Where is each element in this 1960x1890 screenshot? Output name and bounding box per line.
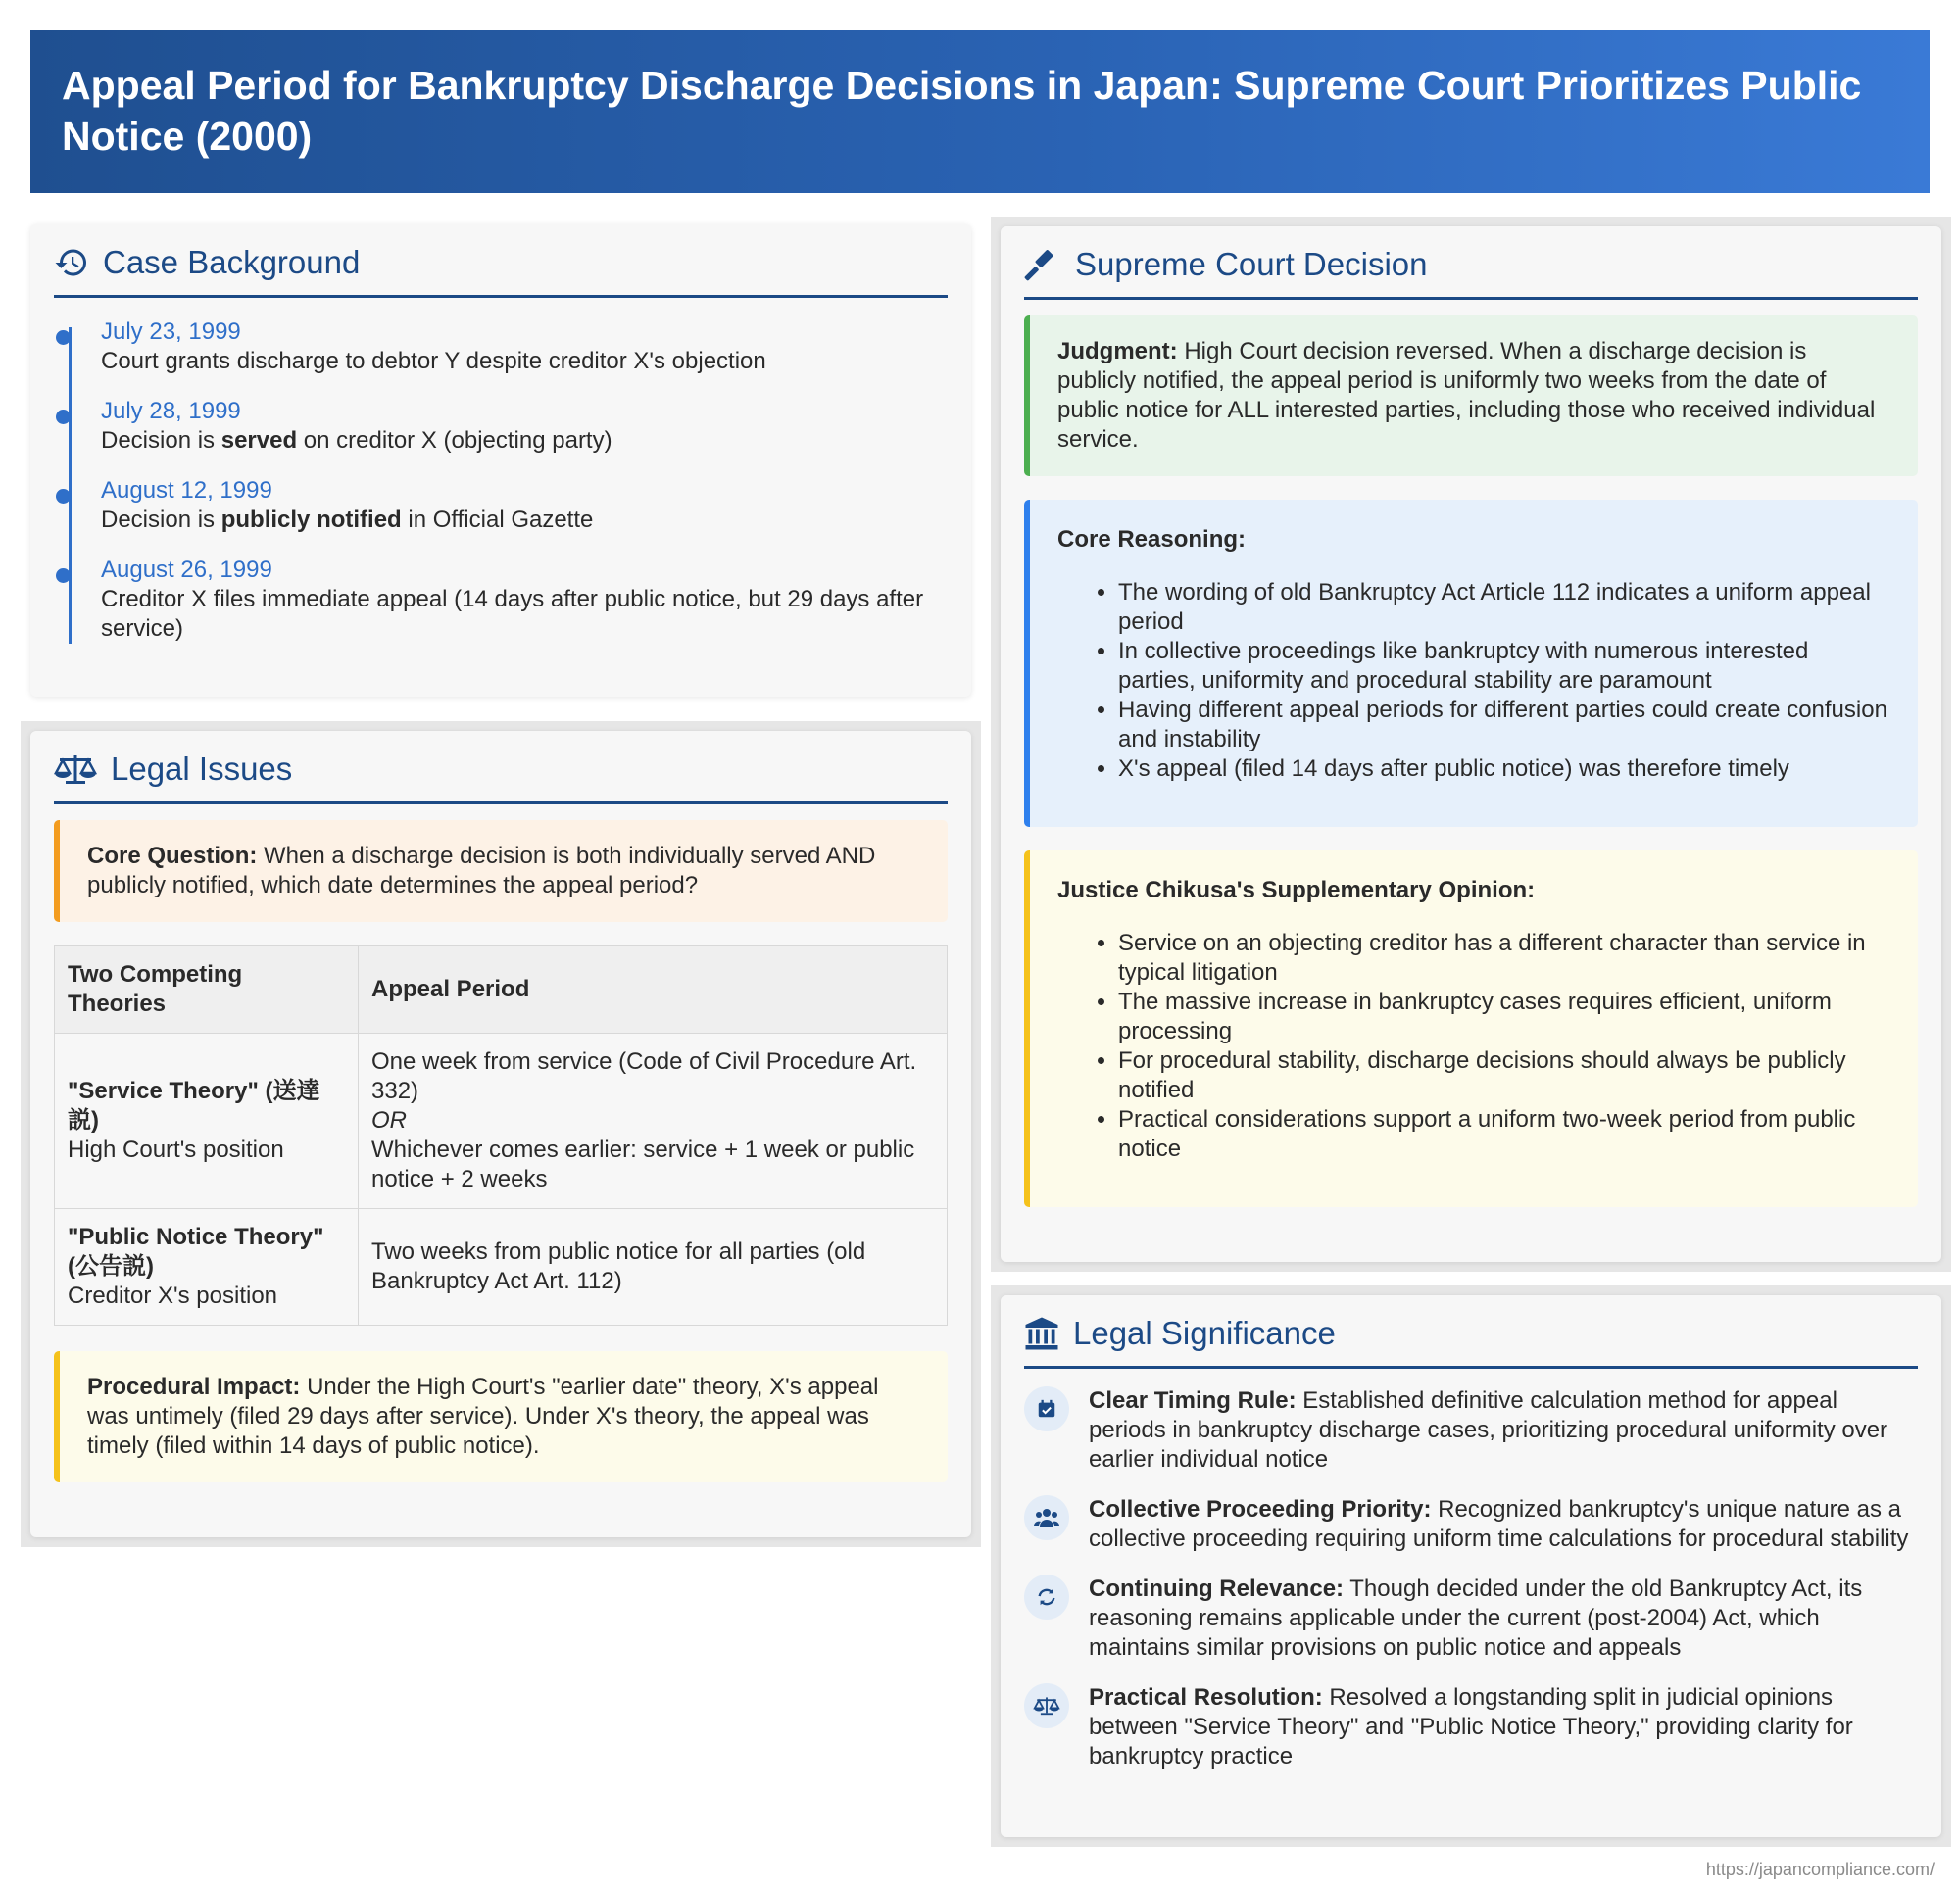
- scale-icon: [1024, 1683, 1069, 1728]
- table-header-theories: Two Competing Theories: [55, 946, 359, 1034]
- core-question-text: When a discharge decision is both individually served AND publicly notified, which date determines the appeal period?: [87, 843, 876, 898]
- legal-issues-heading: [54, 751, 948, 804]
- timeline-event: [101, 556, 948, 644]
- period-text: Whichever comes earlier: service + 1 week or public notice + 2 weeks: [371, 1137, 915, 1192]
- list-item: [1024, 1495, 1918, 1554]
- judgment-callout: [1024, 315, 1918, 476]
- significance-list: [1024, 1386, 1918, 1771]
- theory-position: Creditor X's position: [68, 1283, 278, 1309]
- timeline-dot: [56, 330, 71, 345]
- theories-table: [54, 945, 948, 1326]
- event-date: August 26, 1999: [101, 557, 272, 583]
- case-background-panel: [30, 224, 971, 697]
- scale-icon: [54, 751, 97, 787]
- timeline-event: [101, 476, 948, 535]
- supplementary-opinion-callout: [1024, 850, 1918, 1207]
- theory-cell: [55, 1034, 359, 1209]
- list-item: • Having different appeal periods for different parties could create confusion and instability: [1118, 696, 1890, 754]
- timeline: [54, 317, 948, 644]
- case-background-heading: [54, 244, 948, 298]
- page-header: [30, 30, 1930, 193]
- theory-name: "Service Theory" (送達説): [68, 1078, 320, 1134]
- supplementary-opinion-title: Justice Chikusa's Supplementary Opinion:: [1057, 877, 1536, 903]
- period-cell: [359, 1209, 948, 1326]
- decision-title: Supreme Court Decision: [1075, 246, 1428, 282]
- timeline-event: [101, 317, 948, 376]
- significance-panel: [1001, 1295, 1941, 1837]
- table-row: [55, 1034, 948, 1209]
- supplementary-opinion-list: [1057, 929, 1890, 1164]
- core-reasoning-callout: [1024, 500, 1918, 827]
- list-item: [1024, 1386, 1918, 1475]
- list-item: [1024, 1575, 1918, 1663]
- courthouse-icon: [1024, 1316, 1059, 1351]
- period-or: OR: [371, 1107, 407, 1134]
- event-text: Decision is publicly notified in Official Gazette: [101, 507, 594, 533]
- timeline-dot: [56, 568, 71, 583]
- event-date: August 12, 1999: [101, 477, 272, 504]
- significance-title: Legal Significance: [1073, 1315, 1336, 1351]
- calendar-check-icon: [1024, 1386, 1069, 1431]
- significance-heading: [1024, 1315, 1918, 1369]
- timeline-event: [101, 397, 948, 456]
- gavel-icon: [1024, 247, 1061, 282]
- core-reasoning-title: Core Reasoning:: [1057, 526, 1247, 553]
- period-cell: [359, 1034, 948, 1209]
- timeline-dot: [56, 489, 71, 504]
- legal-issues-title: Legal Issues: [111, 751, 293, 787]
- decision-panel: [1001, 226, 1941, 1262]
- page-title: Appeal Period for Bankruptcy Discharge Decisions in Japan: Supreme Court Prioritizes Public Notice (2000): [62, 63, 1862, 159]
- list-item: • In collective proceedings like bankruptcy with numerous interested parties, uniformity and procedural stability are paramount: [1118, 637, 1890, 696]
- core-question-label: Core Question:: [87, 843, 258, 869]
- decision-heading: [1024, 246, 1918, 300]
- significance-text: Continuing Relevance: Though decided under the old Bankruptcy Act, its reasoning remains applicable under the current (post-2004) Act, which maintains similar provisions on public notice and appeals: [1089, 1575, 1863, 1661]
- timeline-line: [69, 327, 72, 644]
- procedural-impact-label: Procedural Impact:: [87, 1374, 301, 1400]
- theory-name: "Public Notice Theory" (公告説): [68, 1224, 324, 1280]
- table-header-period: Appeal Period: [359, 946, 948, 1034]
- procedural-impact-callout: [54, 1351, 948, 1482]
- core-reasoning-list: [1057, 578, 1890, 784]
- list-item: • The massive increase in bankruptcy cases requires efficient, uniform processing: [1118, 988, 1890, 1046]
- event-text: Decision is served on creditor X (objecting party): [101, 427, 612, 454]
- judgment-label: Judgment:: [1057, 338, 1178, 364]
- significance-text: Clear Timing Rule: Established definitive calculation method for appeal periods in bankruptcy discharge cases, prioritizing procedural uniformity over earlier individual notice: [1089, 1387, 1888, 1473]
- theory-cell: [55, 1209, 359, 1326]
- case-background-title: Case Background: [103, 244, 361, 280]
- timeline-dot: [56, 410, 71, 424]
- period-text: Two weeks from public notice for all parties (old Bankruptcy Act Art. 112): [371, 1238, 866, 1294]
- list-item: • X's appeal (filed 14 days after public notice) was therefore timely: [1118, 754, 1890, 784]
- legal-issues-panel: [30, 731, 971, 1537]
- significance-text: Practical Resolution: Resolved a longstanding split in judicial opinions between "Service Theory" and "Public Notice Theory," providing clarity for bankruptcy practice: [1089, 1684, 1853, 1769]
- period-text: One week from service (Code of Civil Procedure Art. 332): [371, 1048, 917, 1104]
- event-date: July 23, 1999: [101, 318, 241, 345]
- event-date: July 28, 1999: [101, 398, 241, 424]
- core-question-callout: [54, 820, 948, 922]
- event-text: Court grants discharge to debtor Y despite creditor X's objection: [101, 348, 766, 374]
- table-row: [55, 1209, 948, 1326]
- judgment-text: High Court decision reversed. When a discharge decision is publicly notified, the appeal period is uniformly two weeks from the date of public notice for ALL interested parties, including those who received individual service.: [1057, 338, 1876, 453]
- list-item: • The wording of old Bankruptcy Act Article 112 indicates a uniform appeal period: [1118, 578, 1890, 637]
- refresh-icon: [1024, 1575, 1069, 1620]
- history-icon: [54, 245, 89, 280]
- footer-url: https://japancompliance.com/: [1705, 1860, 1935, 1879]
- users-icon: [1024, 1495, 1069, 1540]
- procedural-impact-text: Under the High Court's "earlier date" theory, X's appeal was untimely (filed 29 days after service). Under X's theory, the appeal was timely (filed within 14 days of public notice).: [87, 1374, 879, 1459]
- theory-position: High Court's position: [68, 1137, 284, 1163]
- list-item: [1024, 1683, 1918, 1771]
- list-item: • For procedural stability, discharge decisions should always be publicly notified: [1118, 1046, 1890, 1105]
- list-item: • Service on an objecting creditor has a different character than service in typical litigation: [1118, 929, 1890, 988]
- list-item: • Practical considerations support a uniform two-week period from public notice: [1118, 1105, 1890, 1164]
- event-text: Creditor X files immediate appeal (14 days after public notice, but 29 days after service): [101, 586, 924, 642]
- significance-text: Collective Proceeding Priority: Recognized bankruptcy's unique nature as a collective proceeding requiring uniform time calculations for procedural stability: [1089, 1496, 1909, 1552]
